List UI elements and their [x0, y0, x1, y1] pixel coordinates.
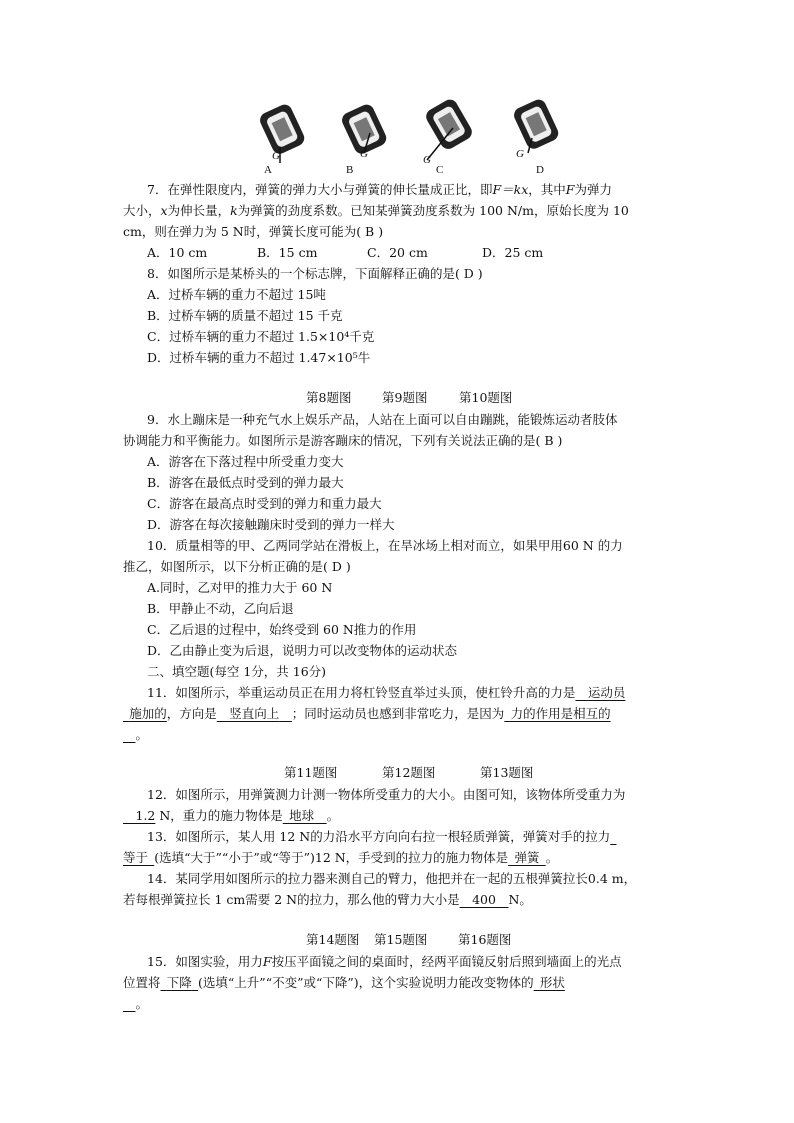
- q11-answer-1b-text: 施加的: [129, 706, 167, 721]
- wheel-drawings: [240, 98, 570, 178]
- q13-answer-2: [508, 850, 546, 865]
- figure-c: [423, 98, 474, 160]
- q12-text-2: N，重力的施力物体是: [155, 808, 283, 823]
- q12-period: 。: [326, 808, 340, 823]
- q11-answer-3-text: 力的作用是相互的: [510, 706, 611, 721]
- q11-answer-1b: [123, 706, 167, 721]
- q8-option-a: A．过桥车辆的重力不超过 15吨: [147, 287, 326, 302]
- q13-text-1: 13．如图所示，某人用 12 N的力沿水平方向向右拉一根轻质弹簧，弹簧对手的拉力: [147, 829, 611, 844]
- q7-option-c: C．20 cm: [367, 245, 428, 260]
- q14-line-2: [123, 890, 532, 910]
- caption-q11: 第11题图: [284, 765, 338, 780]
- q13-line-1: [147, 827, 616, 847]
- q15-text-1b: 按压平面镜之间的桌面时，经两平面镜反射后照到墙面上的光点: [271, 954, 622, 969]
- q7-options: [147, 243, 543, 263]
- spring-figures: [240, 98, 570, 178]
- q7-var-x: x: [160, 203, 168, 218]
- q15-line-1: [147, 952, 622, 972]
- q9-option-d: D．游客在每次接触蹦床时受到的弹力一样大: [147, 517, 395, 532]
- q15-text-3: (选填“上升”“不变”或“下降”)，这个实验说明力能改变物体的: [198, 975, 534, 990]
- caption-q14: 第14题图: [306, 932, 360, 947]
- q10-line-1: 10．质量相等的甲、乙两同学站在滑板上，在旱冰场上相对而立，如果甲用60 N 的力: [147, 538, 623, 553]
- q14-unit: N。: [508, 892, 532, 907]
- q7-var-k: k: [230, 203, 238, 218]
- q14-answer: [460, 892, 509, 907]
- q15-line-2: [123, 973, 565, 993]
- q10-line-2: 推乙，如图所示，以下分析正确的是( D ): [123, 559, 351, 574]
- q12-answer-1-text: 1.2: [135, 808, 156, 823]
- force-label-b: G: [360, 148, 368, 160]
- q12-answer-1: [123, 808, 155, 823]
- figure-label-a: A: [264, 164, 272, 176]
- q7-option-b: B．15 cm: [257, 245, 318, 260]
- caption-q12: 第12题图: [382, 765, 436, 780]
- caption-q10: 第10题图: [459, 390, 513, 405]
- q15-text-1: 15．如图实验，用力: [147, 954, 263, 969]
- q7-line-3: cm，则在弹力为 5 N时，弹簧长度可能为( B ): [123, 224, 384, 239]
- q12-answer-2-text: 地球: [289, 808, 315, 823]
- q11-line-1: [147, 683, 625, 703]
- q15-answer-2-end: [123, 996, 136, 1011]
- q11-text-3: ；同时运动员也感到非常吃力，是因为: [291, 706, 505, 721]
- q11-answer-1a: [575, 685, 625, 700]
- q10-option-d: D．乙由静止变为后退，说明力可以改变物体的运动状态: [147, 643, 458, 658]
- q7-option-d: D．25 cm: [482, 245, 544, 260]
- q15-answer-2-text: 形状: [539, 975, 565, 990]
- force-label-d: G: [516, 148, 524, 160]
- q13-line-2: [123, 848, 558, 868]
- q11-answer-3-end: [123, 727, 136, 742]
- q7-text-2c: 为弹簧的劲度系数。已知某弹簧劲度系数为 100 N/m，原始长度为 10: [237, 203, 629, 218]
- q15-var-f: F: [262, 954, 272, 969]
- figure-label-d: D: [536, 164, 544, 176]
- q7-line-1: [147, 180, 612, 200]
- q13-answer-1-text: 等于: [123, 850, 149, 865]
- q13-period: 。: [545, 850, 559, 865]
- q11-answer-1a-text: 运动员: [587, 685, 626, 700]
- q13-text-2: (选填“大于”“小于”或“等于”)12 N，手受到的拉力的施力物体是: [154, 850, 509, 865]
- q11-answer-3: [504, 706, 610, 721]
- figure-label-c: C: [436, 164, 444, 176]
- caption-q8: 第8题图: [306, 390, 352, 405]
- q10-option-b: B．甲静止不动，乙向后退: [147, 601, 294, 616]
- q7-text: 7．在弹性限度内，弹簧的弹力大小与弹簧的伸长量成正比，即: [147, 182, 493, 197]
- q15-answer-1-text: 下降: [166, 975, 192, 990]
- q7-var-f: F: [565, 182, 575, 197]
- section-2-heading: 二、填空题(每空 1分，共 16分): [147, 664, 327, 679]
- q11-answer-2: [217, 706, 292, 721]
- q15-line-3: [123, 994, 148, 1014]
- force-label-c: G: [423, 154, 431, 166]
- q9-option-a: A．游客在下落过程中所受重力变大: [147, 454, 344, 469]
- q9-line-2: 协调能力和平衡能力。如图所示是游客蹦床的情况，下列有关说法正确的是( B ): [123, 433, 563, 448]
- q12-line-1: 12．如图所示，用弹簧测力计测一物体所受重力的大小。由图可知，该物体所受重力为: [147, 787, 626, 802]
- figure-a: [257, 102, 306, 163]
- caption-q16: 第16题图: [458, 932, 512, 947]
- q15-period: 。: [135, 996, 149, 1011]
- q12-line-2: [123, 806, 339, 826]
- q12-answer-2: [283, 808, 327, 823]
- figure-label-b: B: [346, 164, 354, 176]
- figure-d: [511, 98, 560, 153]
- caption-q15: 第15题图: [374, 932, 428, 947]
- q9-line-1: 9．水上蹦床是一种充气水上娱乐产品，人站在上面可以自由蹦跳，能锻炼运动者肢体: [147, 412, 618, 427]
- q8-option-b: B．过桥车辆的质量不超过 15 千克: [147, 308, 343, 323]
- q11-line-3: [123, 725, 148, 745]
- q7-text-2b: 为伸长量，: [167, 203, 231, 218]
- q11-answer-2-text: 竖直向上: [229, 706, 280, 721]
- q11-text-2: ，方向是: [166, 706, 217, 721]
- q7-option-a: A．10 cm: [147, 245, 208, 260]
- caption-q9: 第9题图: [382, 390, 428, 405]
- q14-text-2: 若每根弹簧拉长 1 cm需要 2 N的拉力，那么他的臂力大小是: [123, 892, 460, 907]
- q7-text-2a: 大小，: [123, 203, 161, 218]
- q14-line-1: 14．某同学用如图所示的拉力器来测自己的臂力，他把并在一起的五根弹簧拉长0.4 m，: [147, 871, 637, 886]
- q8-option-c: C．过桥车辆的重力不超过 1.5×10⁴千克: [147, 329, 375, 344]
- q15-answer-1: [161, 975, 199, 990]
- q11-period: 。: [135, 727, 149, 742]
- q9-option-c: C．游客在最高点时受到的弹力和重力最大: [147, 496, 382, 511]
- caption-q13: 第13题图: [480, 765, 534, 780]
- q10-option-a: A.同时，乙对甲的推力大于 60 N: [147, 580, 333, 595]
- q7-line-2: [123, 201, 629, 221]
- q15-answer-2: [534, 975, 565, 990]
- q8-option-d: D．过桥车辆的重力不超过 1.47×10⁵牛: [147, 350, 371, 365]
- q13-answer-1: [123, 850, 154, 865]
- q7-text-c: 为弹力: [574, 182, 612, 197]
- q11-text-1: 11．如图所示，举重运动员正在用力将杠铃竖直举过头顶，使杠铃升高的力是: [147, 685, 576, 700]
- q13-answer-2-text: 弹簧: [514, 850, 540, 865]
- q10-option-c: C．乙后退的过程中，始终受到 60 N推力的作用: [147, 622, 417, 637]
- q13-answer-1-start: [610, 829, 616, 844]
- q7-formula: F＝kx: [492, 182, 529, 197]
- force-label-a: G: [272, 150, 280, 162]
- q9-option-b: B．游客在最低点时受到的弹力最大: [147, 475, 344, 490]
- q15-text-2: 位置将: [123, 975, 161, 990]
- q14-answer-text: 400: [472, 892, 496, 907]
- q11-line-2: [123, 704, 611, 724]
- q7-text-b: ，其中: [528, 182, 566, 197]
- q8-stem: 8．如图所示是某桥头的一个标志牌，下面解释正确的是( D ): [147, 266, 483, 281]
